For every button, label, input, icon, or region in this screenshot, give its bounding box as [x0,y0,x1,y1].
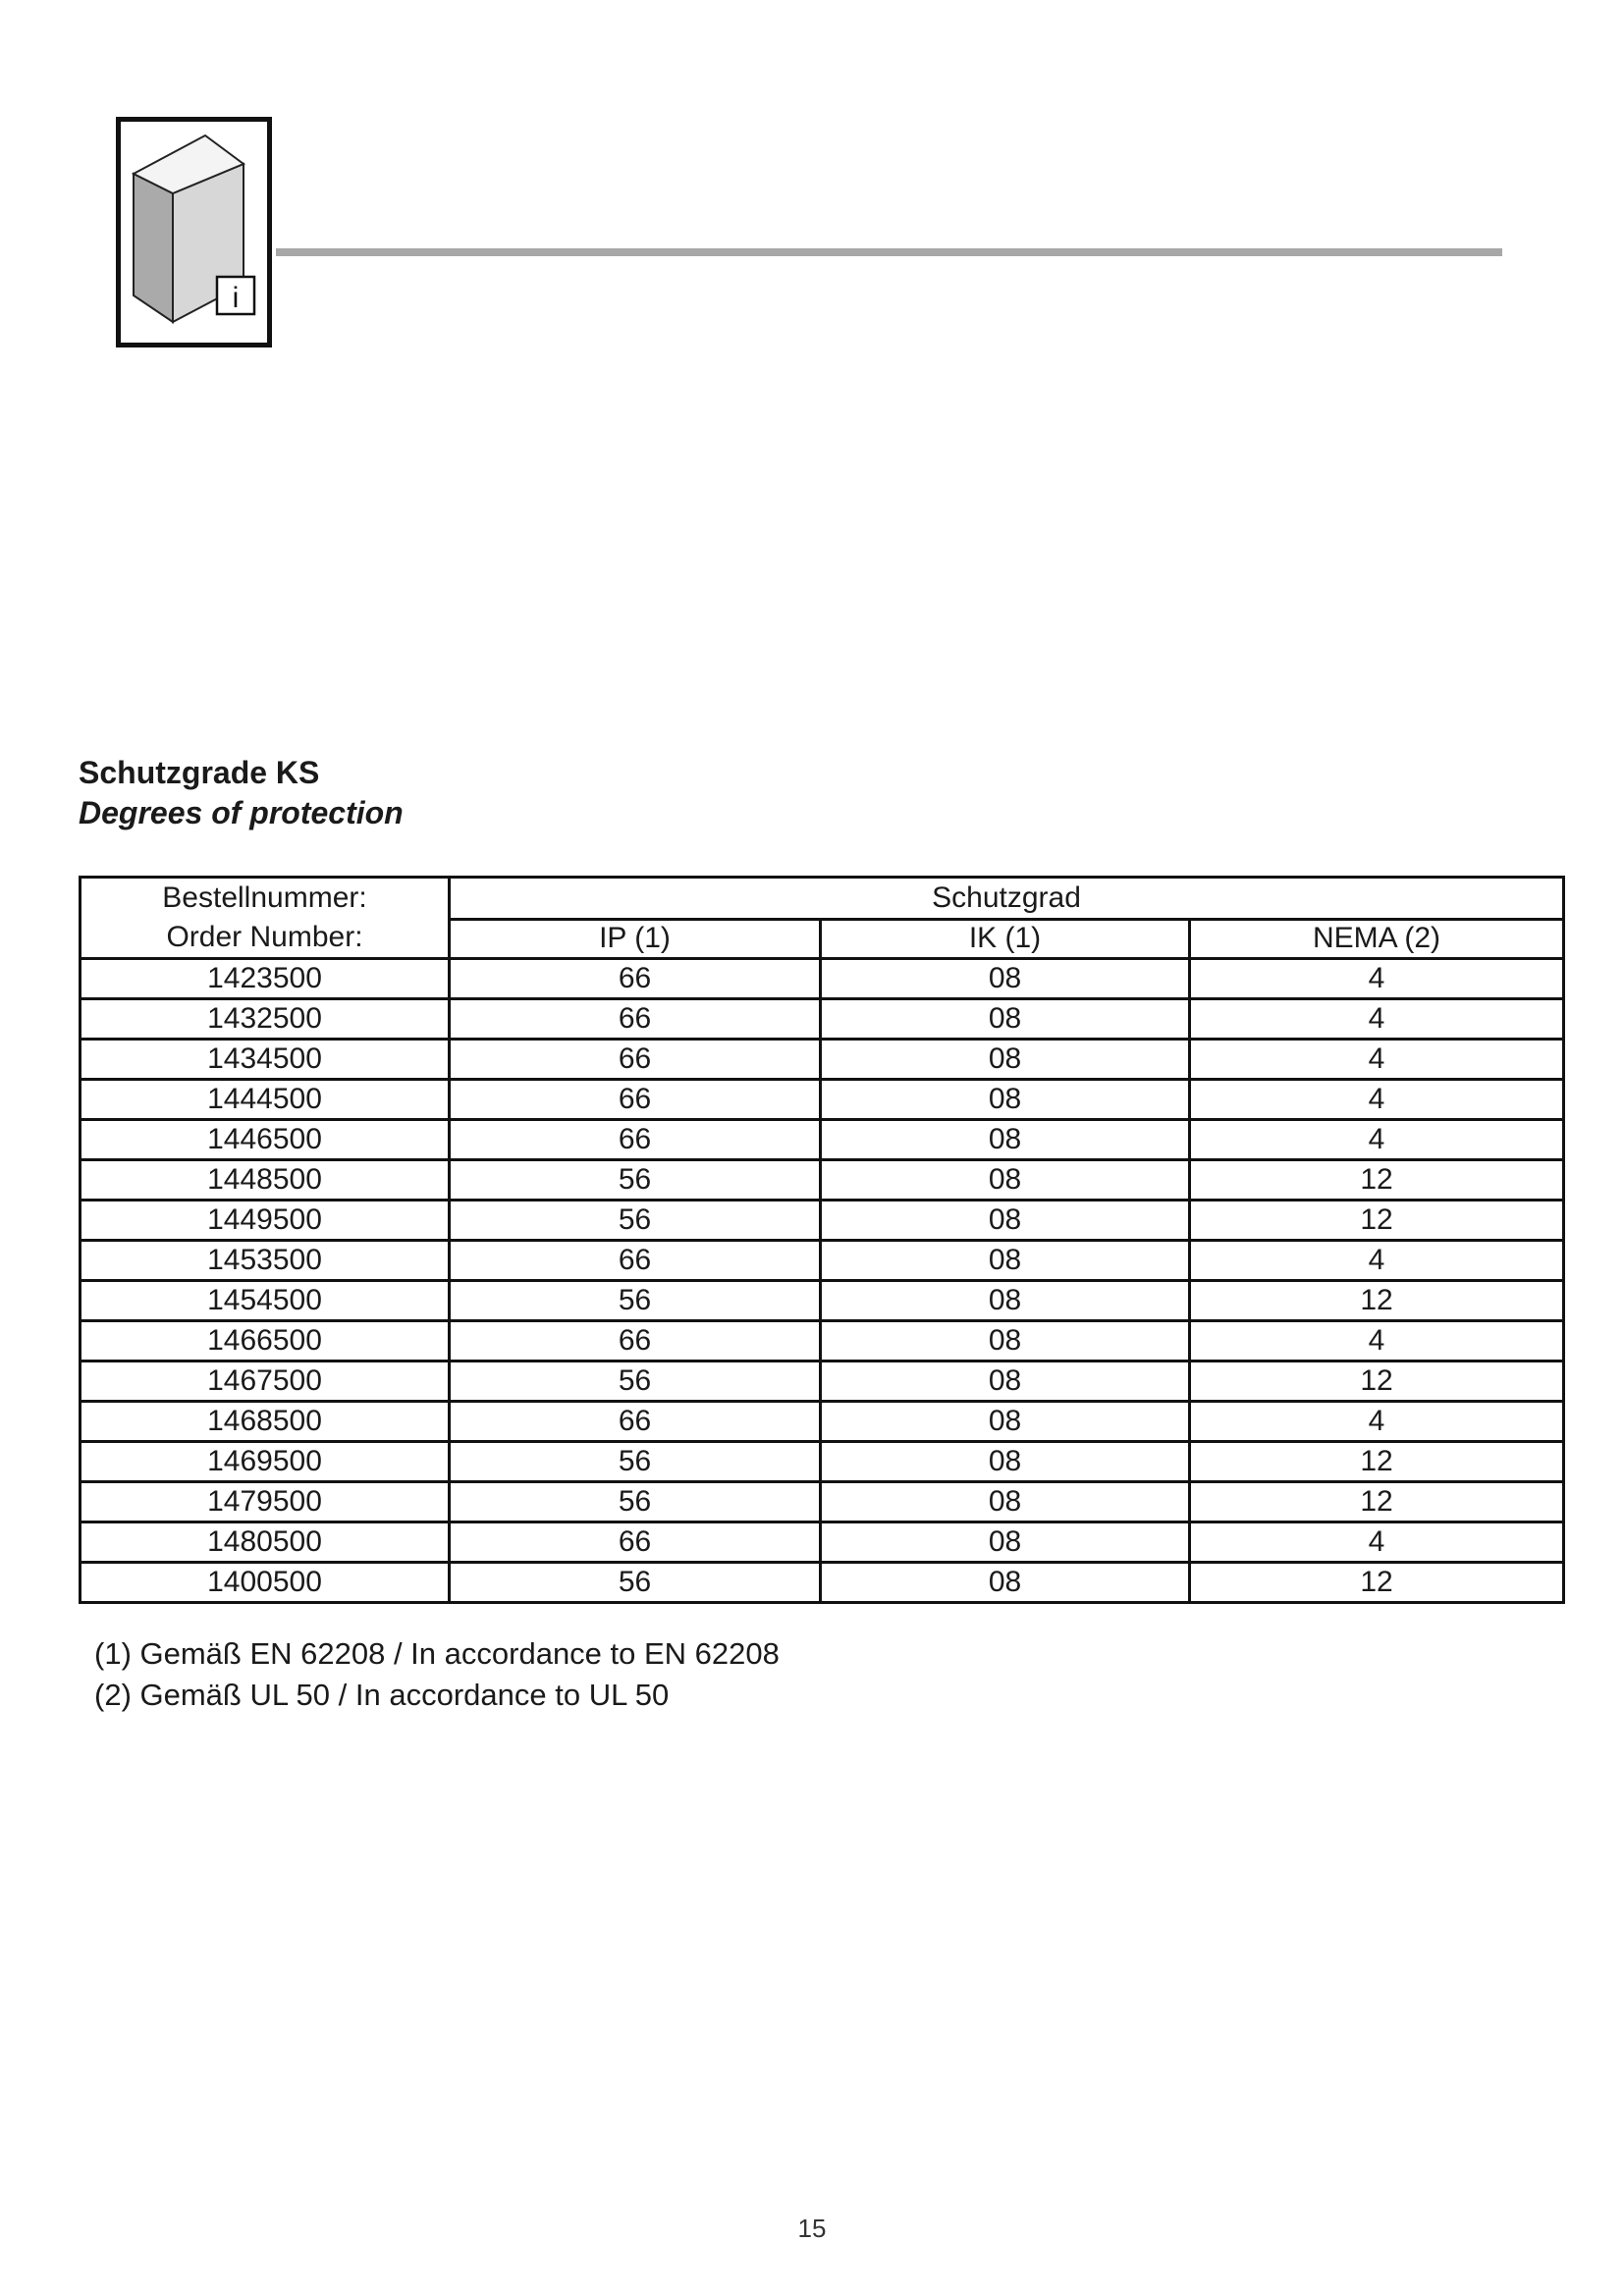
ik-header: IK (1) [821,919,1190,958]
nema-cell: 12 [1190,1201,1564,1241]
ik-cell: 08 [821,1321,1190,1362]
table-row [81,1522,1564,1563]
nema-cell: 12 [1190,1442,1564,1482]
ik-cell: 08 [821,1402,1190,1442]
order-number-cell: 1480500 [81,1522,450,1563]
svg-text:i: i [232,282,240,314]
order-number-cell: 1454500 [81,1281,450,1321]
ip-cell: 56 [450,1160,821,1201]
ik-cell: 08 [821,1040,1190,1080]
order-number-cell: 1453500 [81,1241,450,1281]
order-number-cell: 1467500 [81,1362,450,1402]
ik-cell: 08 [821,1522,1190,1563]
table-row [81,1563,1564,1603]
protection-table [79,876,1565,1604]
schutzgrad-header: Schutzgrad [450,878,1564,920]
table-row [81,1160,1564,1201]
nema-header: NEMA (2) [1190,919,1564,958]
nema-cell: 12 [1190,1482,1564,1522]
nema-cell: 12 [1190,1160,1564,1201]
order-number-cell: 1469500 [81,1442,450,1482]
footnote-2: (2) Gemäß UL 50 / In accordance to UL 50 [94,1678,670,1712]
order-number-cell: 1432500 [81,999,450,1040]
ip-cell: 56 [450,1201,821,1241]
ik-cell: 08 [821,1482,1190,1522]
ik-cell: 08 [821,999,1190,1040]
nema-cell: 4 [1190,1080,1564,1120]
table-row [81,1442,1564,1482]
table-row [81,1482,1564,1522]
ik-cell: 08 [821,1442,1190,1482]
order-number-cell: 1468500 [81,1402,450,1442]
table-header-row [81,878,1564,920]
order-number-cell: 1448500 [81,1160,450,1201]
table-row [81,1402,1564,1442]
nema-cell: 4 [1190,959,1564,999]
ik-cell: 08 [821,959,1190,999]
nema-cell: 12 [1190,1563,1564,1603]
nema-cell: 4 [1190,1040,1564,1080]
nema-cell: 4 [1190,1241,1564,1281]
footnotes [94,1633,780,1716]
info-cabinet-icon [116,117,272,347]
ip-cell: 66 [450,999,821,1040]
order-number-cell: 1400500 [81,1563,450,1603]
nema-cell: 4 [1190,1120,1564,1160]
table-row [81,1241,1564,1281]
table-row [81,1040,1564,1080]
ik-cell: 08 [821,1080,1190,1120]
ip-cell: 66 [450,1321,821,1362]
ik-cell: 08 [821,1120,1190,1160]
ip-cell: 66 [450,1040,821,1080]
header-rule [276,248,1502,256]
order-number-cell: 1444500 [81,1080,450,1120]
ik-cell: 08 [821,1160,1190,1201]
order-number-cell: 1466500 [81,1321,450,1362]
table-row [81,1362,1564,1402]
ip-cell: 56 [450,1482,821,1522]
order-number-cell: 1423500 [81,959,450,999]
table-row [81,1080,1564,1120]
ip-cell: 66 [450,1402,821,1442]
nema-cell: 4 [1190,1402,1564,1442]
ip-cell: 66 [450,1080,821,1120]
order-label-en: Order Number: [166,921,363,953]
nema-cell: 12 [1190,1362,1564,1402]
ip-cell: 56 [450,1563,821,1603]
ik-cell: 08 [821,1563,1190,1603]
table-row [81,959,1564,999]
ip-cell: 66 [450,1522,821,1563]
ip-cell: 66 [450,1120,821,1160]
ip-cell: 56 [450,1362,821,1402]
table-row [81,1201,1564,1241]
ip-header: IP (1) [450,919,821,958]
ik-cell: 08 [821,1362,1190,1402]
ip-cell: 66 [450,1241,821,1281]
table-row [81,1281,1564,1321]
ik-cell: 08 [821,1241,1190,1281]
nema-cell: 12 [1190,1281,1564,1321]
nema-cell: 4 [1190,1321,1564,1362]
order-number-header [81,878,450,959]
ik-cell: 08 [821,1201,1190,1241]
table-row [81,1321,1564,1362]
order-number-cell: 1449500 [81,1201,450,1241]
page-title: Schutzgrade KS [79,755,320,790]
ip-cell: 66 [450,959,821,999]
order-number-cell: 1479500 [81,1482,450,1522]
page-number: 15 [797,2214,827,2243]
order-label-de: Bestellnummer: [162,881,367,914]
order-number-cell: 1434500 [81,1040,450,1080]
nema-cell: 4 [1190,1522,1564,1563]
table-row [81,999,1564,1040]
ip-cell: 56 [450,1281,821,1321]
table-row [81,1120,1564,1160]
ip-cell: 56 [450,1442,821,1482]
ik-cell: 08 [821,1281,1190,1321]
nema-cell: 4 [1190,999,1564,1040]
page-subtitle: Degrees of protection [79,795,404,830]
footnote-1: (1) Gemäß EN 62208 / In accordance to EN 62208 [94,1636,780,1671]
order-number-cell: 1446500 [81,1120,450,1160]
